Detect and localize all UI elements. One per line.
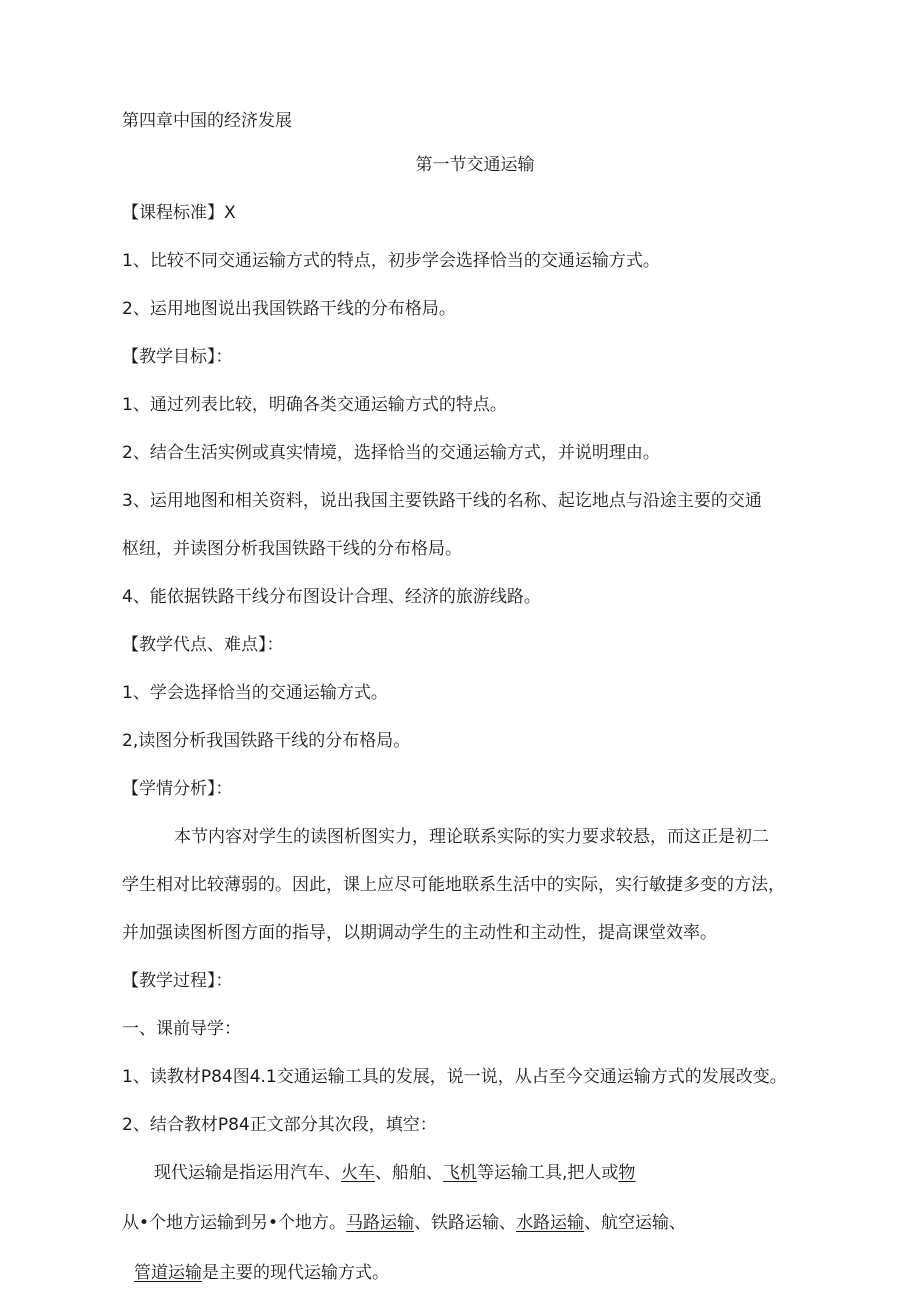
fill-answer: 水路运输	[516, 1213, 585, 1233]
key-points-heading: 【教学代点、难点】：	[122, 635, 284, 655]
curriculum-standard-heading: 【课程标准】X	[122, 203, 236, 223]
teaching-goal-item: 枢纽，并读图分析我国铁路干线的分布格局。	[122, 539, 462, 559]
fill-text: 、船舶、	[375, 1163, 443, 1183]
teaching-goal-item: 3、运用地图和相关资料，说出我国主要铁路干线的名称、起讫地点与沿途主要的交通	[122, 491, 762, 511]
fill-answer: 飞机	[443, 1163, 477, 1183]
fill-text: 等运输工具,把人或	[477, 1163, 619, 1183]
section-title: 第一节交通运输	[415, 155, 535, 175]
fill-in-line-2	[122, 1212, 686, 1234]
fill-in-line-1	[154, 1162, 635, 1184]
fill-text: 、航空运输、	[584, 1213, 687, 1233]
teaching-goal-item: 2、结合生活实例或真实情境，选择恰当的交通运输方式，并说明理由。	[122, 443, 660, 463]
key-point-item: 1、学会选择恰当的交通运输方式。	[122, 683, 388, 703]
teaching-goal-item: 4、能依据铁路干线分布图设计合理、经济的旅游线路。	[122, 587, 541, 607]
teaching-goals-heading: 【教学目标】：	[122, 347, 233, 367]
learner-analysis-line: 并加强读图析图方面的指导，以期调动学生的主动性和主动性，提高课堂效率。	[122, 923, 717, 943]
fill-answer: 管道运输	[134, 1263, 202, 1283]
fill-text: 是主要的现代运输方式。	[202, 1263, 389, 1283]
teaching-goal-item: 1、通过列表比较，明确各类交通运输方式的特点。	[122, 395, 507, 415]
fill-answer: 火车	[341, 1163, 375, 1183]
curriculum-standard-item: 2、运用地图说出我国铁路干线的分布格局。	[122, 299, 456, 319]
chapter-title: 第四章中国的经济发展	[122, 111, 292, 131]
pre-class-subheading: 一、课前导学：	[122, 1019, 241, 1039]
learner-analysis-line: 本节内容对学生的读图析图实力，理论联系实际的实力要求较悬，而这正是初二	[174, 827, 769, 847]
pre-class-item: 2、结合教材P84正文部分其次段，填空：	[122, 1115, 437, 1135]
fill-text: 、铁路运输、	[414, 1213, 517, 1233]
teaching-process-heading: 【教学过程】：	[122, 971, 233, 991]
fill-text: 现代运输是指运用汽车、	[154, 1163, 341, 1183]
learner-analysis-line: 学生相对比较薄弱的。因此，课上应尽可能地联系生活中的实际，实行敏捷多变的方法，	[122, 875, 785, 895]
fill-answer: 马路运输	[346, 1213, 415, 1233]
fill-in-line-3	[134, 1262, 389, 1284]
curriculum-standard-item: 1、比较不同交通运输方式的特点，初步学会选择恰当的交通运输方式。	[122, 251, 660, 271]
fill-text: 从•个地方运输到另•个地方。	[122, 1213, 347, 1233]
learner-analysis-heading: 【学情分析】：	[122, 779, 233, 799]
key-point-item: 2,读图分析我国铁路干线的分布格局。	[122, 731, 411, 751]
pre-class-item: 1、读教材P84图4.1交通运输工具的发展，说一说，从占至今交通运输方式的发展改变。	[122, 1067, 787, 1087]
fill-answer: 物	[618, 1163, 636, 1183]
